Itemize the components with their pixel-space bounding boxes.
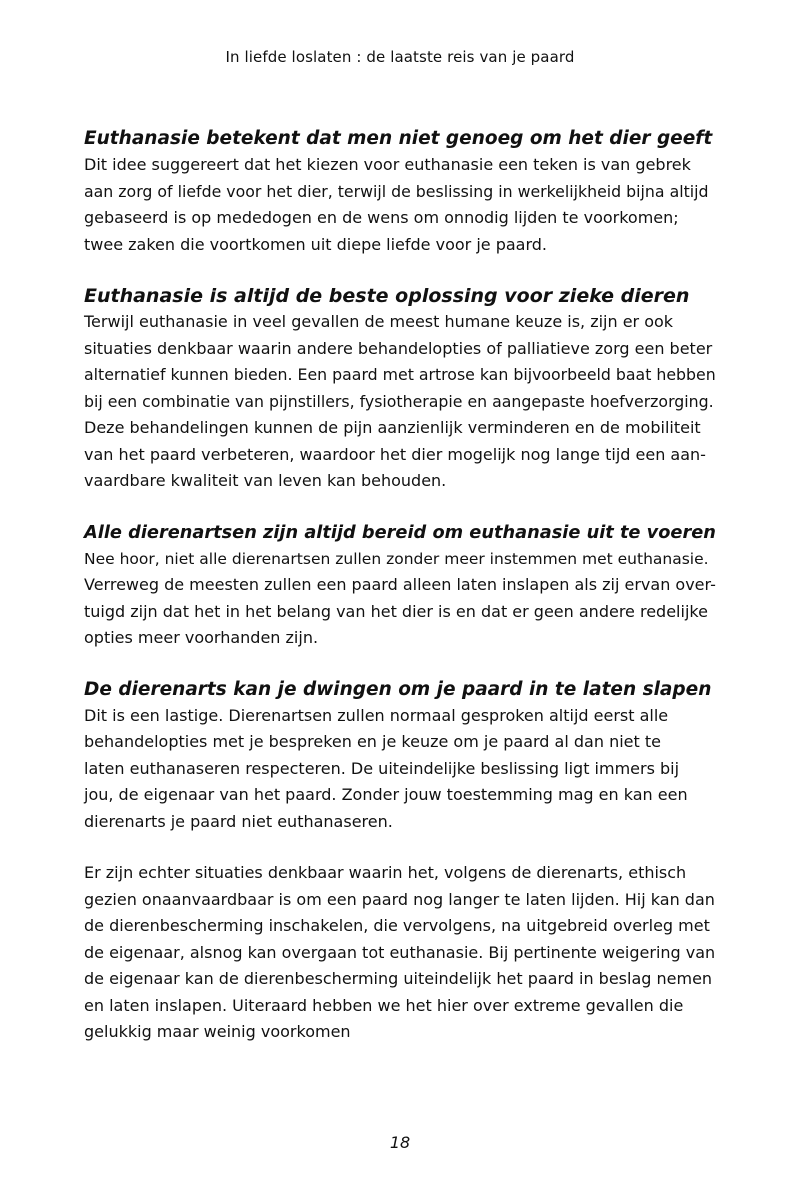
text-line: van het paard verbeteren, waardoor het dier mogelijk nog lange tijd een aan- (84, 444, 706, 464)
text-line: Verreweg de meesten zullen een paard alleen laten inslapen als zij ervan over- (84, 575, 716, 594)
section-paragraph (84, 703, 716, 836)
text-line: vaardbare kwaliteit van leven kan behouden. (84, 471, 447, 490)
text-line: opties meer voorhanden zijn. (84, 628, 319, 647)
section-alle-dierenartsen (84, 520, 716, 652)
text-line: gebaseerd is op mededogen en de wens om onnodig lijden te voorkomen; (84, 208, 679, 227)
text-line: laten euthanaseren respecteren. De uiteindelijke beslissing ligt immers bij (84, 758, 680, 778)
closing-section (84, 860, 716, 1046)
text-line: aan zorg of liefde voor het dier, terwijl de beslissing in werkelijkheid bijna altijd (84, 181, 709, 201)
page-body (84, 126, 716, 1071)
text-line: Terwijl euthanasie in veel gevallen de meest humane keuze is, zijn er ook (84, 312, 674, 331)
text-line: Er zijn echter situaties denkbaar waarin het, volgens de dierenarts, ethisch (84, 863, 687, 882)
text-line: en laten inslapen. Uiteraard hebben we het hier over extreme gevallen die (84, 995, 684, 1015)
text-line: de eigenaar, alsnog kan overgaan tot euthanasie. Bij pertinente weigering van (84, 942, 716, 962)
text-line: gelukkig maar weinig voorkomen (84, 1022, 351, 1041)
section-euthanasie-betekent (84, 126, 716, 258)
text-line: de eigenaar kan de dierenbescherming uiteindelijk het paard in beslag nemen (84, 969, 713, 988)
text-line: alternatief kunnen bieden. Een paard met artrose kan bijvoorbeeld baat hebben (84, 365, 716, 384)
text-line: dierenarts je paard niet euthanaseren. (84, 811, 393, 831)
text-line: gezien onaanvaardbaar is om een paard nog langer te laten lijden. Hij kan dan (84, 889, 715, 909)
section-heading: Euthanasie betekent dat men niet genoeg om het dier geeft (84, 128, 713, 149)
text-line: behandelopties met je bespreken en je keuze om je paard al dan niet te (84, 732, 661, 751)
page-number: 18 (389, 1133, 411, 1152)
text-line: Deze behandelingen kunnen de pijn aanzienlijk verminderen en de mobiliteit (84, 418, 701, 437)
text-line: jou, de eigenaar van het paard. Zonder jouw toestemming mag en kan een (84, 785, 688, 804)
closing-paragraph (84, 860, 716, 1046)
text-line: Dit idee suggereert dat het kiezen voor euthanasie een teken is van gebrek (84, 155, 691, 174)
running-header: In liefde loslaten : de laatste reis van je paard (225, 48, 575, 66)
section-beste-oplossing (84, 283, 716, 495)
section-heading: De dierenarts kan je dwingen om je paard in te laten slapen (84, 678, 712, 700)
text-line: twee zaken die voortkomen uit diepe liefde voor je paard. (84, 234, 547, 254)
text-line: situaties denkbaar waarin andere behandelopties of palliatieve zorg een beter (84, 338, 713, 358)
section-paragraph (84, 546, 716, 652)
text-line: tuigd zijn dat het in het belang van het dier is en dat er geen andere redelijke (84, 601, 708, 621)
text-line: Dit is een lastige. Dierenartsen zullen normaal gesproken altijd eerst alle (84, 705, 669, 725)
text-line: de dierenbescherming inschakelen, die vervolgens, na uitgebreid overleg met (84, 916, 710, 935)
section-paragraph (84, 152, 716, 258)
text-line: bij een combinatie van pijnstillers, fysiotherapie en aangepaste hoefverzorging. (84, 391, 714, 411)
section-paragraph (84, 309, 716, 495)
section-heading: Alle dierenartsen zijn altijd bereid om euthanasie uit te voeren (84, 522, 716, 543)
section-heading: Euthanasie is altijd de beste oplossing voor zieke dieren (84, 285, 690, 307)
text-line: Nee hoor, niet alle dierenartsen zullen zonder meer instemmen met euthanasie. (84, 549, 709, 568)
section-dierenarts-dwingen (84, 677, 716, 836)
